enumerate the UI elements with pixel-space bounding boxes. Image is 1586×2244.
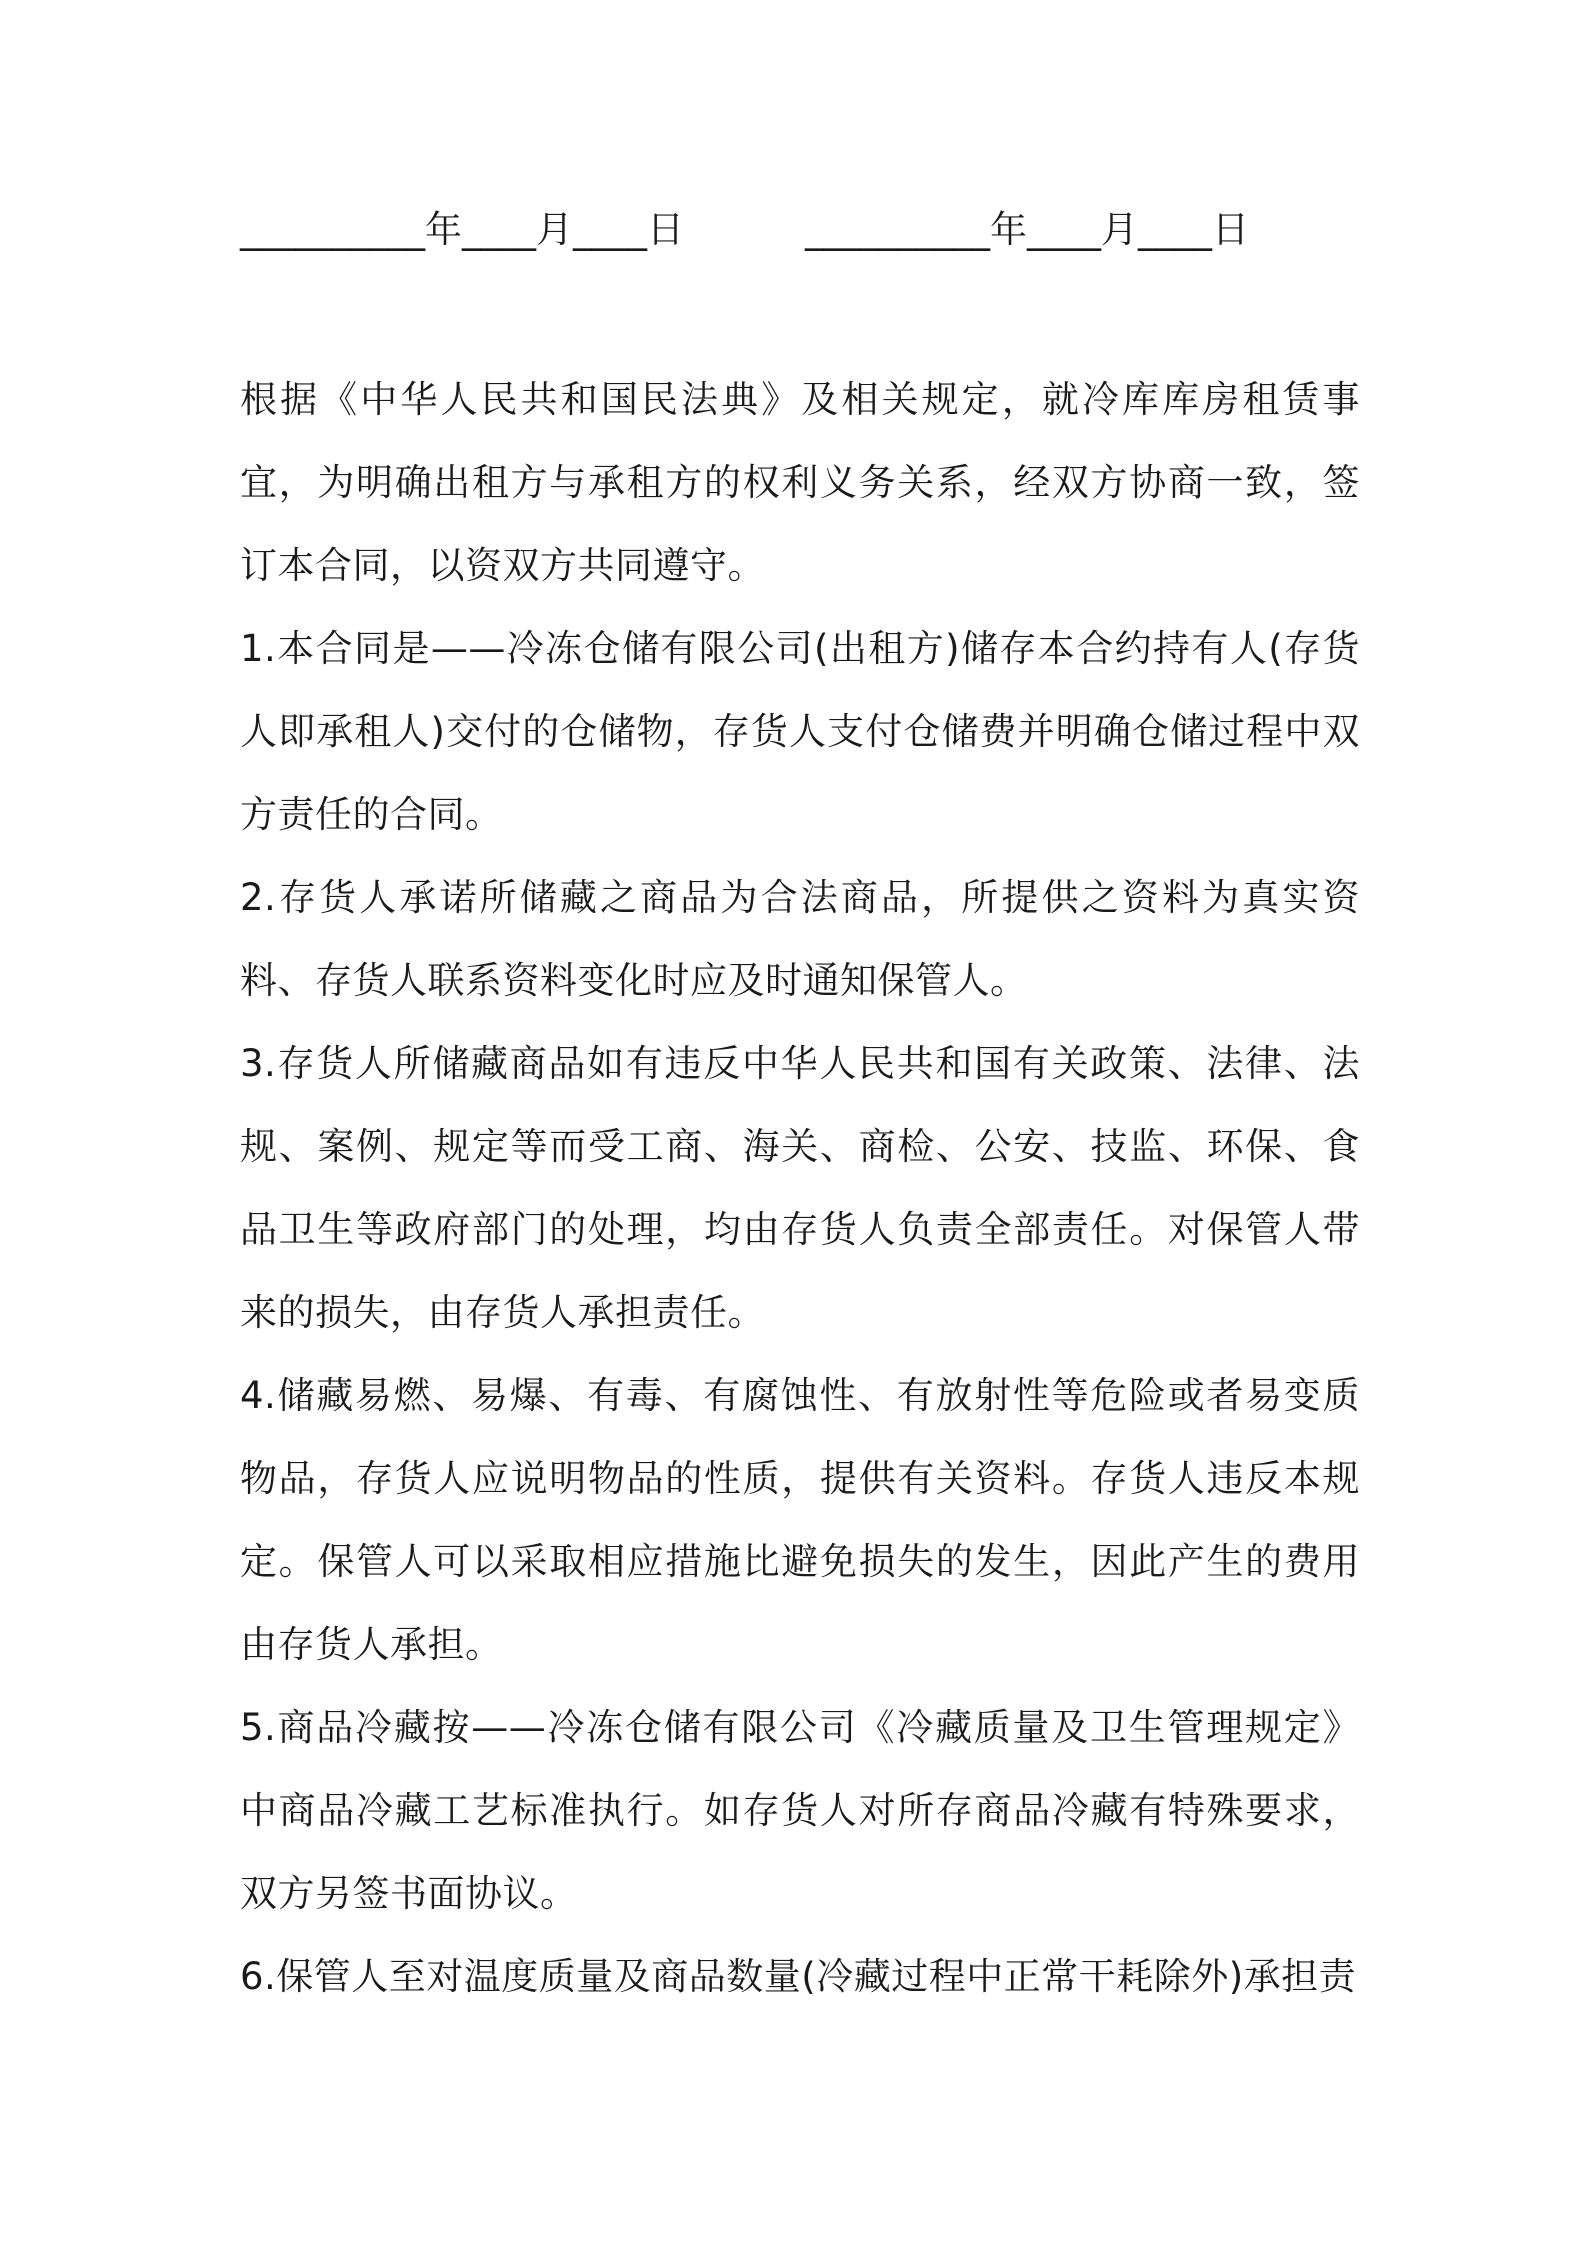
date-field-right: __________年____月____日 — [805, 208, 1249, 251]
signature-date-row — [240, 200, 1350, 260]
clause-6: 6.保管人至对温度质量及商品数量(冷藏过程中正常干耗除外)承担责 — [240, 1955, 1357, 1998]
clause-1: 1.本合同是——冷冻仓储有限公司(出租方)储存本合约持有人(存货人即承租人)交付的仓储物，存货人支付仓储费并明确仓储过程中双方责任的合同。 — [240, 627, 1360, 836]
intro-paragraph: 根据《中华人民共和国民法典》及相关规定，就冷库库房租赁事宜，为明确出租方与承租方的权利义务关系，经双方协商一致，签订本合同，以资双方共同遵守。 — [240, 378, 1360, 587]
clause-2: 2.存货人承诺所储藏之商品为合法商品，所提供之资料为真实资料、存货人联系资料变化时应及时通知保管人。 — [240, 876, 1360, 1002]
clause-3: 3.存货人所储藏商品如有违反中华人民共和国有关政策、法律、法规、案例、规定等而受工商、海关、商检、公安、技监、环保、食品卫生等政府部门的处理，均由存货人负责全部责任。对保管人带来的损失，由存货人承担责任。 — [240, 1042, 1360, 1334]
clause-4: 4.储藏易燃、易爆、有毒、有腐蚀性、有放射性等危险或者易变质物品，存货人应说明物品的性质，提供有关资料。存货人违反本规定。保管人可以采取相应措施比避免损失的发生，因此产生的费用由存货人承担。 — [240, 1374, 1360, 1666]
clause-5: 5.商品冷藏按——冷冻仓储有限公司《冷藏质量及卫生管理规定》中商品冷藏工艺标准执行。如存货人对所存商品冷藏有特殊要求，双方另签书面协议。 — [240, 1706, 1360, 1915]
contract-body — [240, 358, 1360, 2018]
date-field-left: __________年____月____日 — [240, 208, 684, 251]
